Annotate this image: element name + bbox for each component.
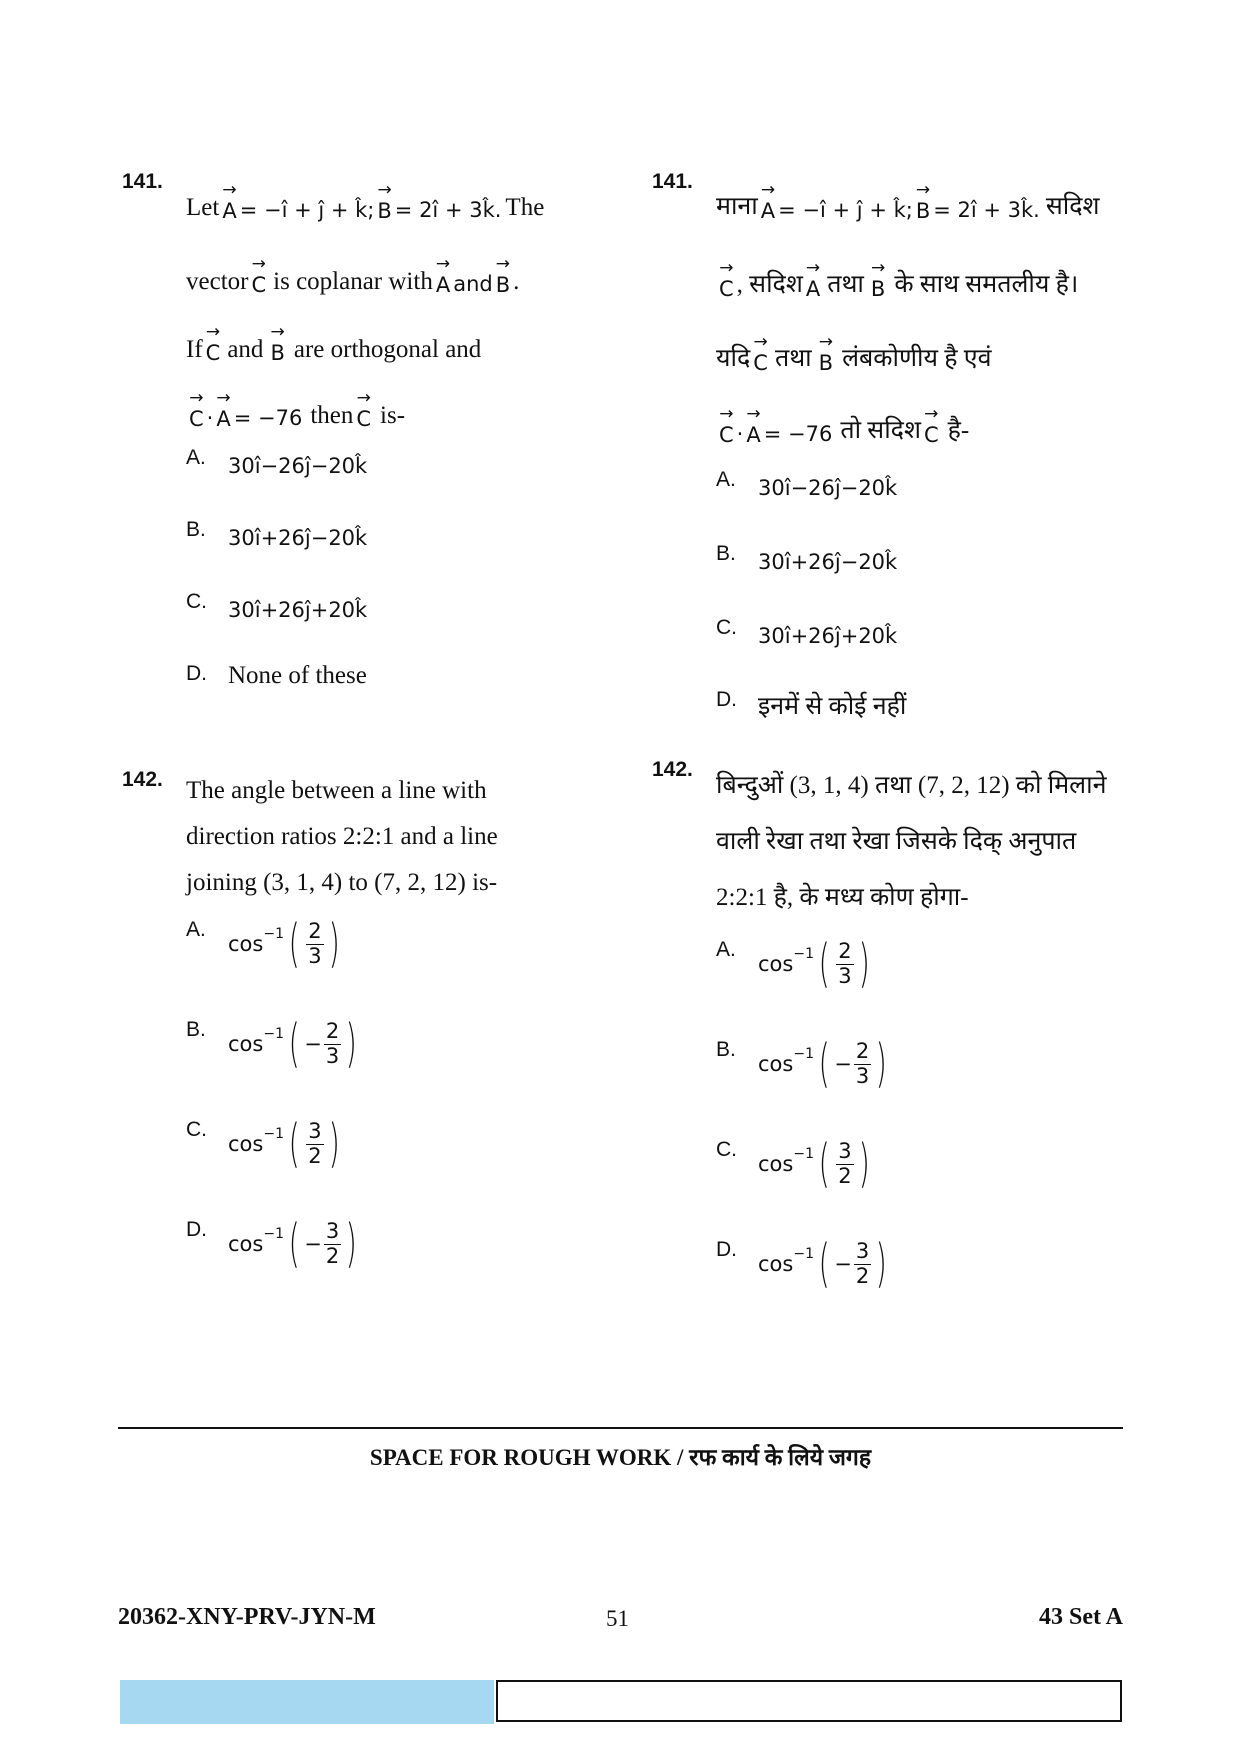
option-b: B. cos $^{-1}$ ( − $\frac{2}{3}$ ) — [716, 1034, 887, 1094]
question-141-en — [122, 170, 592, 722]
vector-a: → A — [746, 403, 761, 447]
question-141-hi — [652, 170, 1122, 738]
question-text: Let → A = −î + ĵ + k̂; → B = 2î + 3k̂. The vector → C is coplanar with → A and → B . If → C and → B are orthogonal and → C · → A = −76 then → C is- — [186, 179, 545, 431]
option-a: A. cos $^{-1}$ ( $\frac{2}{3}$ ) — [716, 934, 870, 994]
question-text: माना → A = −î + ĵ + k̂; → B = 2î + 3k̂. सदिश → C , सदिश → A तथा → B के साथ समतलीय है। यदि → C तथा → B लंबकोणीय है एवं → C · → A = −76 तो सदिश → C है- — [716, 179, 1100, 447]
option-b: B. 30î +26ĵ −20k̂ — [186, 518, 368, 550]
question-number: 142. — [652, 758, 693, 781]
vector-a: → A — [805, 257, 821, 301]
footer-color-bar — [120, 1680, 494, 1724]
vector-a: → A — [435, 253, 451, 297]
vector-b: → B — [915, 179, 931, 223]
vector-c: → C — [205, 321, 221, 365]
vector-c: → C — [251, 253, 267, 297]
option-d: D. None of these — [186, 662, 367, 689]
vector-c: → C — [189, 387, 204, 431]
question-142-en: 142. The angle between a line with direction ratios 2:2:1 and a line joining (3, 1, 4) to (7, 2, 12) is- A. cos $^{-1}$ ( $\frac{2}{3}$ ) B. cos $^{-1}$ ( − $\frac{2}{3}$ ) C. cos $^{-1}$ ( $\frac{3}{2}$ ) D. cos $^{-1}$ ( − $\frac{3}{2}$ ) — [122, 768, 592, 1318]
vector-b: → B — [270, 321, 285, 365]
question-142-hi: 142. बिन्दुओं (3, 1, 4) तथा (7, 2, 12) को मिलाने वाली रेखा तथा रेखा जिसके दिक् अनुपात 2:2:1 है, के मध्य कोण होगा- A. cos $^{-1}$ ( $\frac{2}{3}$ ) B. cos $^{-1}$ ( − $\frac{2}{3}$ ) C. cos $^{-1}$ ( $\frac{3}{2}$ ) D. cos $^{-1}$ ( − $\frac{3}{2}$ ) — [652, 758, 1122, 1338]
rough-work-divider — [118, 1427, 1123, 1429]
vector-b: → B — [870, 257, 886, 301]
footer-empty-box — [496, 1680, 1122, 1722]
option-b: B. cos $^{-1}$ ( − $\frac{2}{3}$ ) — [186, 1014, 357, 1074]
page-number: 51 — [606, 1606, 629, 1631]
paper-code: 20362-XNY-PRV-JYN-M — [118, 1604, 376, 1630]
vector-c: → C — [923, 403, 939, 447]
option-c: C. 30î +26ĵ +20k̂ — [716, 616, 898, 648]
vector-b: → B — [818, 331, 834, 375]
option-a: A. 30î −26ĵ −20k̂ — [716, 468, 898, 500]
vector-c: → C — [719, 403, 734, 447]
option-b: B. 30î +26ĵ −20k̂ — [716, 542, 898, 574]
option-c: C. cos $^{-1}$ ( $\frac{3}{2}$ ) — [716, 1134, 870, 1194]
vector-a: → A — [760, 179, 776, 223]
option-a: A. 30î −26ĵ −20k̂ — [186, 446, 368, 478]
vector-a: → A — [222, 179, 237, 223]
option-c: C. 30î +26ĵ +20k̂ — [186, 590, 368, 622]
vector-c: → C — [719, 257, 734, 301]
vector-c: → C — [356, 387, 372, 431]
hindi-column — [652, 170, 1122, 1338]
vector-b: → B — [377, 179, 392, 223]
vector-a: → A — [216, 387, 231, 431]
option-a: A. cos $^{-1}$ ( $\frac{2}{3}$ ) — [186, 914, 340, 974]
english-column — [122, 170, 592, 1318]
option-d: D. इनमें से कोई नहीं — [716, 688, 907, 720]
vector-c: → C — [753, 331, 768, 375]
question-number: 141. — [122, 170, 163, 193]
rough-work-label: SPACE FOR ROUGH WORK / रफ कार्य के लिये जगह — [369, 1445, 872, 1470]
vector-b: → B — [495, 253, 511, 297]
set-label: 43 Set A — [1039, 1604, 1123, 1630]
option-c: C. cos $^{-1}$ ( $\frac{3}{2}$ ) — [186, 1114, 340, 1174]
option-d: D. cos $^{-1}$ ( − $\frac{3}{2}$ ) — [186, 1214, 357, 1274]
question-number: 142. — [122, 768, 163, 791]
question-number: 141. — [652, 170, 693, 193]
option-d: D. cos $^{-1}$ ( − $\frac{3}{2}$ ) — [716, 1234, 887, 1294]
